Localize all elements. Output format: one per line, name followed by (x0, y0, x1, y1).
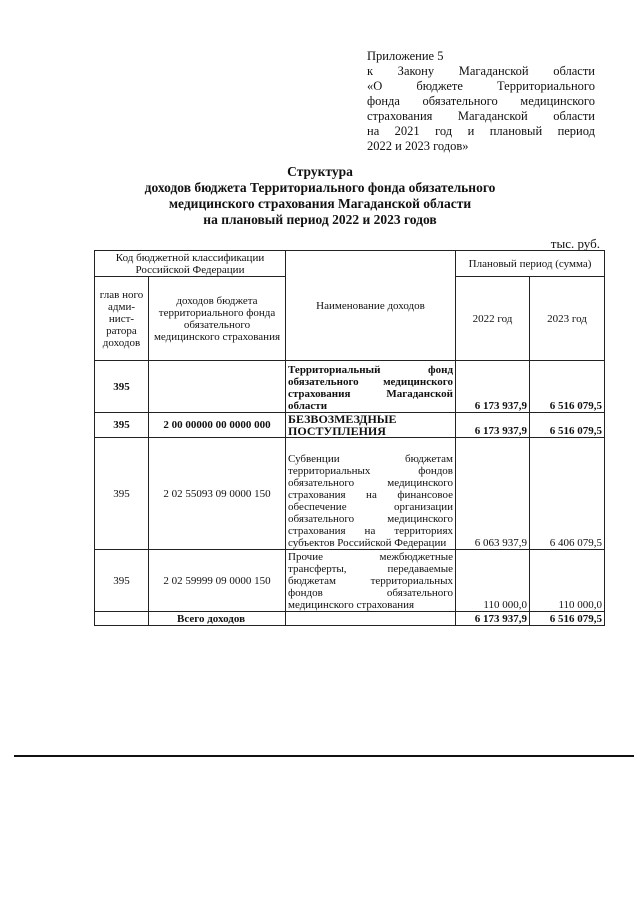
amount-2023: 6 516 079,5 (530, 413, 605, 438)
amount-2023: 6 406 079,5 (530, 438, 605, 550)
income-code (149, 361, 286, 413)
header-code-group: Код бюджетной классификации Российской Федерации (95, 251, 286, 277)
income-name: Прочие межбюджетные трансферты, передаваемые бюджетам территориальных фондов обязательного медицинского страхования (286, 550, 456, 612)
header-year-2023: 2023 год (530, 277, 605, 361)
admin-code: 395 (95, 438, 149, 550)
table-row (95, 361, 605, 413)
appendix-line: 2022 и 2023 годов» (367, 139, 469, 153)
amount-2022: 110 000,0 (456, 550, 530, 612)
income-name: Субвенции бюджетам территориальных фондов обязательного медицинского страхования на финансовое обеспечение организации обязательного медицинского страхования на территориях субъектов Российской Федерации (286, 438, 456, 550)
income-code: 2 02 59999 09 0000 150 (149, 550, 286, 612)
appendix-line: к Закону Магаданской области (367, 64, 595, 78)
total-2022: 6 173 937,9 (456, 612, 530, 626)
title-line: на плановый период 2022 и 2023 годов (203, 212, 437, 227)
appendix-line: Приложение 5 (367, 49, 444, 63)
table-row (95, 438, 605, 550)
income-name: Территориальный фонд обязательного медицинского страхования Магаданской области (286, 361, 456, 413)
appendix-line: на 2021 год и плановый период (367, 124, 595, 138)
amount-2022: 6 173 937,9 (456, 413, 530, 438)
income-name: БЕЗВОЗМЕЗДНЫЕ ПОСТУПЛЕНИЯ (286, 413, 456, 438)
header-admin: глав ного адми- нист- ратора доходов (95, 277, 149, 361)
title-line: Структура (287, 164, 353, 179)
table-row (95, 413, 605, 438)
amount-2022: 6 173 937,9 (456, 361, 530, 413)
appendix-line: «О бюджете Территориального (367, 79, 595, 93)
title-line: доходов бюджета Территориального фонда обязательного (144, 180, 496, 195)
total-empty-cell (95, 612, 149, 626)
income-table (94, 250, 605, 626)
income-code: 2 02 55093 09 0000 150 (149, 438, 286, 550)
admin-code: 395 (95, 550, 149, 612)
header-name: Наименование доходов (286, 251, 456, 361)
appendix-line: страхования Магаданской области (367, 109, 595, 123)
title-line: медицинского страхования Магаданской области (168, 196, 472, 211)
page-divider (14, 755, 634, 757)
total-row (95, 612, 605, 626)
header-period-group: Плановый период (сумма) (456, 251, 605, 277)
appendix-line: фонда обязательного медицинского (367, 94, 595, 108)
amount-2023: 110 000,0 (530, 550, 605, 612)
appendix-block (367, 49, 595, 154)
header-year-2022: 2022 год (456, 277, 530, 361)
document-title (40, 164, 600, 228)
table-row (95, 550, 605, 612)
admin-code: 395 (95, 413, 149, 438)
total-empty-cell (286, 612, 456, 626)
units-label: тыс. руб. (550, 236, 600, 251)
income-code: 2 00 00000 00 0000 000 (149, 413, 286, 438)
amount-2022: 6 063 937,9 (456, 438, 530, 550)
header-income-code: доходов бюджета территориального фонда обязательного медицинского страхования (149, 277, 286, 361)
total-2023: 6 516 079,5 (530, 612, 605, 626)
admin-code: 395 (95, 361, 149, 413)
amount-2023: 6 516 079,5 (530, 361, 605, 413)
total-label: Всего доходов (149, 612, 286, 626)
